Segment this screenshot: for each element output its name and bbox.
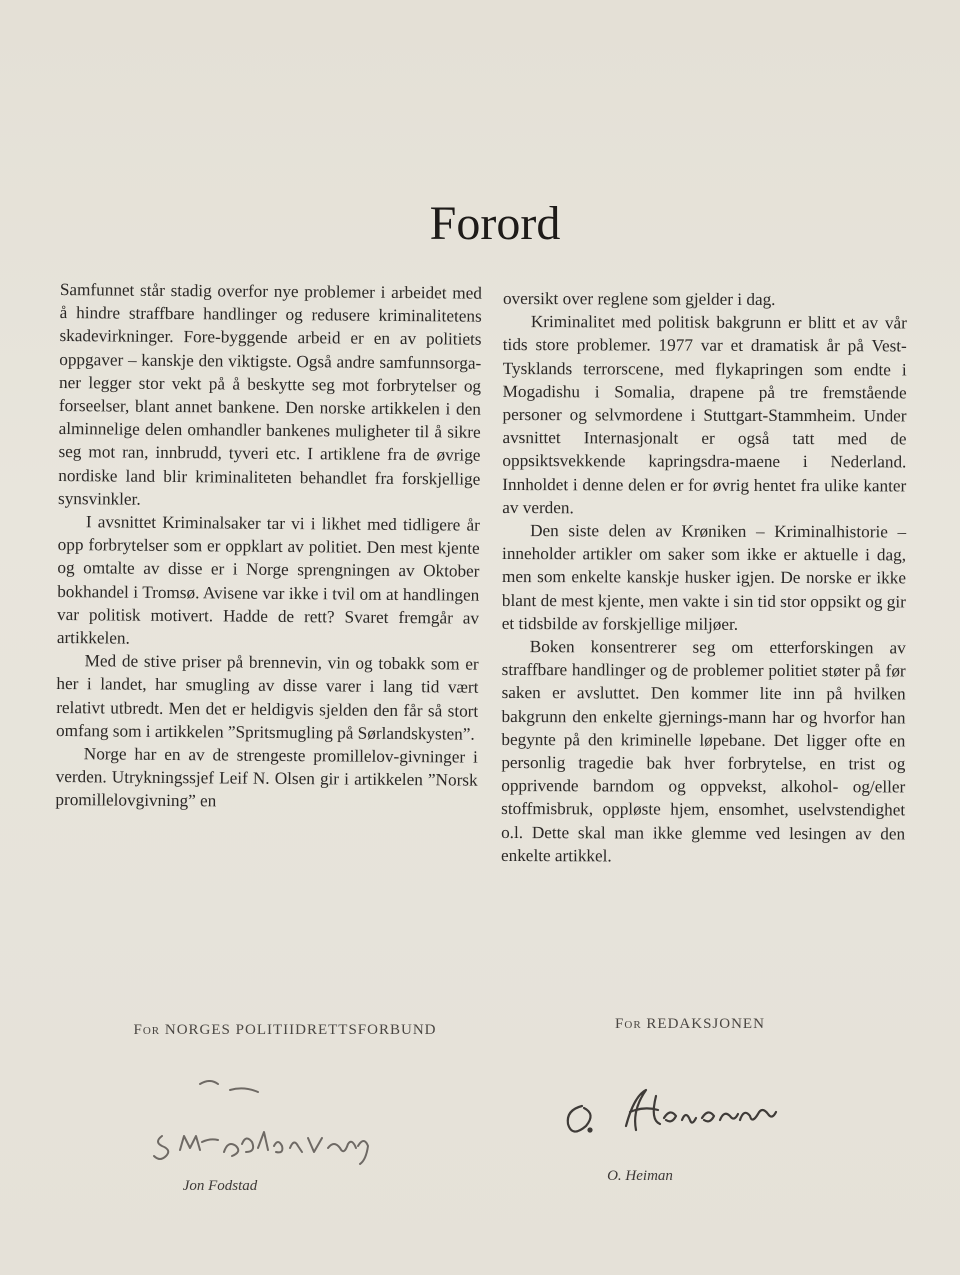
signature-heading: For NORGES POLITIIDRETTSFORBUND [133, 1022, 437, 1038]
paragraph: Den siste delen av Krøniken – Kriminalhistorie – inneholder artikler om saker som ikke er aktuelle i dag, men som enkelte kanskje husker igjen. De norske er ikke blant de mest kjente, men vakte i sin tid stor oppsikt og gir et tidsbilde av forskjellige miljøer. [501, 521, 907, 634]
paragraph: Norge har en av de strengeste promillelov-givninger i verden. Utrykningssjef Leif N. Olsen gir i artikkelen ”Norsk promillelovgivning” en [55, 744, 478, 811]
paragraph: oversikt over reglene som gjelder i dag. [502, 289, 776, 309]
paragraph: Med de stive priser på brennevin, vin og tobakk som er her i landet, har smugling av disse varer i lang tid vært relativt utbredt. Men det er heldigvis sjelden den får så stort omfang som i artikkelen ”Spritsmugling på Sørlandskysten”. [55, 651, 479, 744]
paragraph: Boken konsentrerer seg om etterforskingen av straffbare handlinger og de problemer politiet støter på før saken er avsluttet. Den kommer lite inn på hvilken bakgrunn den enkelte gjernings-mann har og hvorfor han begynte på den kriminelle løpebane. Det ligger ofte en personlig tragedie bak hver forbrytelse, en trist og opprivende barndom og oppvekst, alkohol- og/eller stoffmisbruk, oppløste hjem, ensomhet, uselvstendighet o.l. Dette skal man ikke glemme ved lesingen av den enkelte artikkel. [500, 637, 906, 866]
signature-heading: For REDAKSJONEN [615, 1016, 765, 1032]
handwritten-signature-icon [140, 1072, 420, 1172]
handwritten-signature-icon [560, 1076, 820, 1146]
signature-block-right [560, 1016, 820, 1184]
right-column [501, 287, 907, 868]
paragraph: I avsnittet Kriminalsaker tar vi i likhet med tidligere år opp forbrytelser som er oppklart av politiet. Den mest kjente og omtalte av disse er i Norge sprengningen av Oktober bokhandel i Tromsø. Avisene var ikke i tvil om at handlingen var politisk motivert. Hadde de rett? Svaret fremgår av artikkelen. [56, 512, 480, 648]
signatory-name: O. Heiman [607, 1168, 673, 1184]
paragraph: Samfunnet står stadig overfor nye problemer i arbeidet med å hindre straffbare handlinger og redusere kriminalitetens skadevirkninger. Fore-byggende arbeid er en av politiets oppgaver – kanskje den viktigste. Også andre samfunnsorga-ner legger stor vekt på å beskytte seg mot forbrytelser og forseelser, blant annet bankene. Den norske artikkelen i den alminnelige delen omhandler bankenes muligheter til å sikre seg mot ran, innbrudd, tyveri etc. I artiklene fra de øvrige nordiske land blir kriminaliteten behandlet fra forskjellige synsvinkler. [57, 279, 482, 509]
left-column [55, 278, 482, 815]
signatory-name: Jon Fodstad [182, 1178, 258, 1194]
signature-block-left [100, 1022, 470, 1194]
paragraph: Kriminalitet med politisk bakgrunn er blitt et av vår tids store problemer. 1977 var et dramatisk år på Vest-Tysklands terrorscene, med flykapringen som endte i Mogadishu i Somalia, drapene på tre fremstående personer og selvmordene i Stuttgart-Stammheim. Under avsnittet Internasjonalt er også tatt med de oppsiktsvekkende kapringsdra-maene i Nederland. Innholdet i denne delen er for øvrig hentet fra ulike kanter av verden. [502, 312, 907, 518]
page-title: Forord [429, 197, 561, 250]
